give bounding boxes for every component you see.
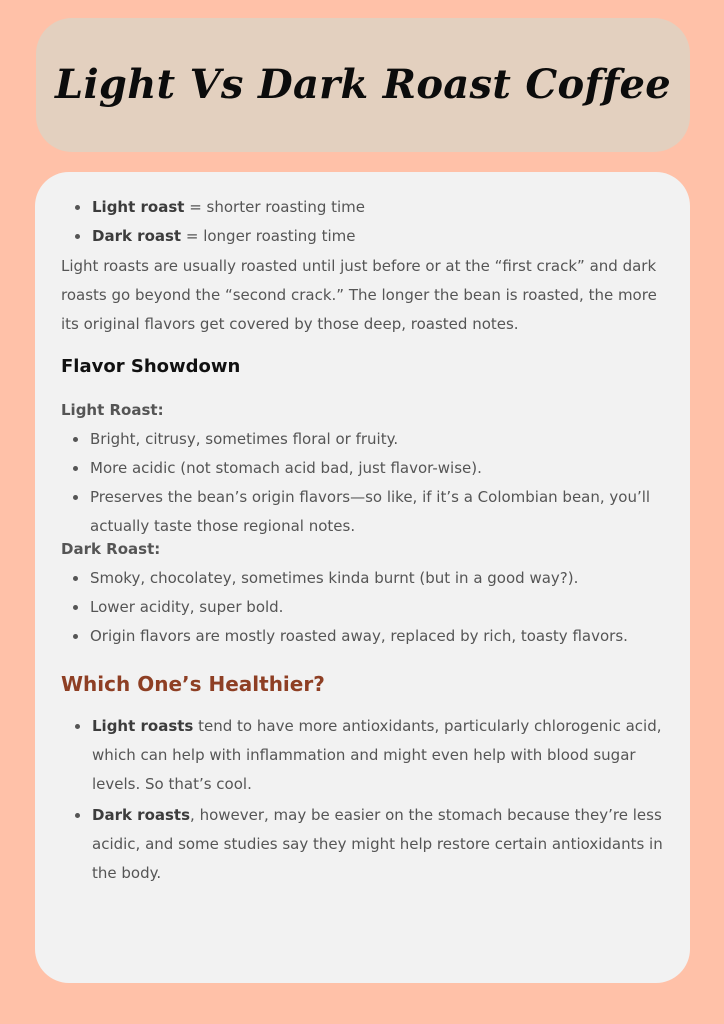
term-description: = longer roasting time: [181, 227, 356, 245]
health-heading: Which One’s Healthier?: [61, 672, 325, 696]
term-description: tend to have more antioxidants, particularly chlorogenic acid, which can help with inflammation and might even help with blood sugar levels. So that’s cool.: [92, 717, 662, 793]
list-item: Smoky, chocolatey, sometimes kinda burnt (but in a good way?).: [90, 564, 660, 593]
list-item: [92, 801, 667, 888]
intro-paragraph: Light roasts are usually roasted until just before or at the “first crack” and dark roasts go beyond the “second crack.” The longer the bean is roasted, the more its original flavors get covered by those deep, roasted notes.: [61, 257, 657, 333]
health-list: [92, 712, 667, 890]
list-item: Bright, citrusy, sometimes floral or fruity.: [90, 425, 660, 454]
term-light-roasts: Light roasts: [92, 717, 194, 735]
term-description: , however, may be easier on the stomach because they’re less acidic, and some studies say they might help restore certain antioxidants in the body.: [92, 806, 663, 882]
list-item: More acidic (not stomach acid bad, just flavor-wise).: [90, 454, 660, 483]
flavor-heading: Flavor Showdown: [61, 356, 241, 377]
dark-roast-heading: Dark Roast:: [61, 540, 161, 558]
term-description: = shorter roasting time: [184, 198, 366, 216]
intro-list: [92, 195, 652, 253]
light-roast-heading: Light Roast:: [61, 401, 164, 419]
list-item: [92, 712, 667, 799]
term-dark-roasts: Dark roasts: [92, 806, 191, 824]
list-item: [92, 195, 652, 224]
term-dark-roast: Dark roast: [92, 227, 182, 245]
content-card: [35, 172, 690, 983]
term-light-roast: Light roast: [92, 198, 185, 216]
title-banner: [36, 18, 690, 152]
list-item: Lower acidity, super bold.: [90, 593, 660, 622]
list-item: [92, 224, 652, 253]
list-item: Origin flavors are mostly roasted away, replaced by rich, toasty flavors.: [90, 622, 660, 651]
dark-roast-list: [90, 564, 660, 651]
list-item: Preserves the bean’s origin flavors—so like, if it’s a Colombian bean, you’ll actually taste those regional notes.: [90, 483, 660, 541]
page-title: Light Vs Dark Roast Coffee: [55, 61, 671, 108]
light-roast-list: [90, 425, 660, 541]
